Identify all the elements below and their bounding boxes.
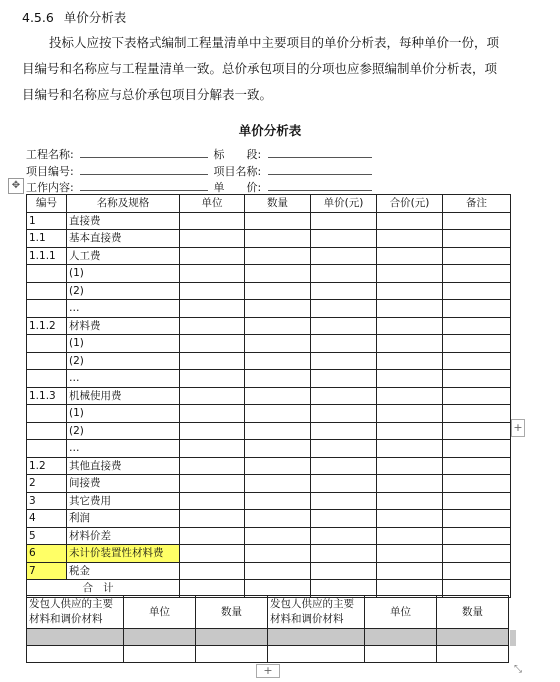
add-column-plus-icon[interactable]: + xyxy=(511,419,525,437)
table-cell[interactable] xyxy=(311,422,377,440)
row-name-cell[interactable]: (1) xyxy=(67,405,180,423)
table-cell[interactable] xyxy=(443,370,511,388)
table-cell[interactable] xyxy=(443,247,511,265)
table-cell[interactable] xyxy=(377,335,443,353)
table-cell[interactable] xyxy=(311,440,377,458)
table-cell[interactable] xyxy=(443,317,511,335)
row-code-cell[interactable]: 1.1.3 xyxy=(27,387,67,405)
table-cell[interactable] xyxy=(443,562,511,580)
row-name-cell[interactable]: (1) xyxy=(67,265,180,283)
table-cell[interactable] xyxy=(245,422,311,440)
work-content-blank[interactable] xyxy=(80,180,208,191)
table-cell[interactable] xyxy=(180,545,245,563)
table-cell[interactable] xyxy=(443,457,511,475)
row-code-cell[interactable] xyxy=(27,422,67,440)
table-cell[interactable] xyxy=(311,562,377,580)
table-cell[interactable] xyxy=(245,230,311,248)
row-name-cell[interactable]: (1) xyxy=(67,335,180,353)
table-cell[interactable] xyxy=(245,265,311,283)
table-cell[interactable] xyxy=(377,317,443,335)
table-cell[interactable] xyxy=(245,317,311,335)
table-row xyxy=(27,387,511,405)
table-cell[interactable] xyxy=(180,405,245,423)
table-cell[interactable] xyxy=(443,492,511,510)
table-cell[interactable] xyxy=(180,475,245,493)
table-cell[interactable] xyxy=(311,475,377,493)
unit-header: 单位 xyxy=(365,596,437,629)
table-cell[interactable] xyxy=(311,300,377,318)
table-cell[interactable] xyxy=(311,457,377,475)
unit-price-blank[interactable] xyxy=(268,180,372,191)
column-header: 编号 xyxy=(27,195,67,213)
row-name-cell[interactable]: (2) xyxy=(67,422,180,440)
table-row xyxy=(27,317,511,335)
row-name-cell[interactable]: 其它费用 xyxy=(67,492,180,510)
table-cell[interactable] xyxy=(180,265,245,283)
row-code-cell[interactable]: 1 xyxy=(27,212,67,230)
materials-shaded-row xyxy=(27,629,509,646)
owner-supplied-materials-header: 发包人供应的主要材料和调价材料 xyxy=(268,596,365,629)
table-row xyxy=(27,545,511,563)
table-resize-handle-icon[interactable]: ⤡ xyxy=(514,664,522,675)
row-name-cell[interactable]: 其他直接费 xyxy=(67,457,180,475)
table-cell[interactable] xyxy=(180,422,245,440)
table-cell[interactable] xyxy=(311,282,377,300)
row-name-cell[interactable]: 未计价装置性材料费 xyxy=(67,545,180,563)
row-code-cell[interactable]: 1.1.2 xyxy=(27,317,67,335)
info-row-project xyxy=(26,146,372,162)
row-code-cell[interactable]: 2 xyxy=(27,475,67,493)
table-cell[interactable] xyxy=(443,405,511,423)
table-row xyxy=(27,457,511,475)
table-cell[interactable] xyxy=(377,457,443,475)
table-cell[interactable] xyxy=(180,317,245,335)
table-cell[interactable] xyxy=(443,335,511,353)
table-cell[interactable] xyxy=(245,300,311,318)
table-cell[interactable] xyxy=(124,629,196,646)
unit-price-label: 单 价: xyxy=(213,181,262,194)
table-cell[interactable] xyxy=(443,282,511,300)
info-row-item xyxy=(26,163,372,179)
table-cell[interactable] xyxy=(245,440,311,458)
row-code-cell[interactable]: 1.1 xyxy=(27,230,67,248)
row-code-cell[interactable]: 7 xyxy=(27,562,67,580)
row-name-cell[interactable]: 材料费 xyxy=(67,317,180,335)
table-cell[interactable] xyxy=(245,370,311,388)
table-row xyxy=(27,370,511,388)
table-cell[interactable] xyxy=(377,545,443,563)
paragraph-line: 投标人应按下表格式编制工程量清单中主要项目的单价分析表，每种单价一份，项 xyxy=(49,35,500,50)
row-name-cell[interactable]: … xyxy=(67,370,180,388)
table-cell[interactable] xyxy=(180,370,245,388)
materials-empty-row xyxy=(27,646,509,663)
table-cell[interactable] xyxy=(180,387,245,405)
table-cell[interactable] xyxy=(245,212,311,230)
table-cell[interactable] xyxy=(437,646,509,663)
table-cell[interactable] xyxy=(180,440,245,458)
row-name-cell[interactable]: 利润 xyxy=(67,510,180,528)
info-row-work xyxy=(26,179,372,195)
table-row xyxy=(27,405,511,423)
table-cell[interactable] xyxy=(311,230,377,248)
table-cell[interactable] xyxy=(124,646,196,663)
table-cell[interactable] xyxy=(377,405,443,423)
table-row xyxy=(27,230,511,248)
table-cell[interactable] xyxy=(245,247,311,265)
table-cell[interactable] xyxy=(377,387,443,405)
table-cell[interactable] xyxy=(311,492,377,510)
table-cell[interactable] xyxy=(377,247,443,265)
table-cell[interactable] xyxy=(443,527,511,545)
table-cell[interactable] xyxy=(311,212,377,230)
row-name-cell[interactable]: 基本直接费 xyxy=(67,230,180,248)
table-cell[interactable] xyxy=(443,230,511,248)
table-row xyxy=(27,475,511,493)
table-cell[interactable] xyxy=(311,545,377,563)
materials-table xyxy=(26,595,509,663)
row-code-cell[interactable] xyxy=(27,282,67,300)
table-cell[interactable] xyxy=(443,387,511,405)
table-row xyxy=(27,510,511,528)
table-cell[interactable] xyxy=(180,247,245,265)
add-row-plus-icon[interactable]: + xyxy=(256,664,280,678)
table-cell[interactable] xyxy=(365,629,437,646)
row-code-cell[interactable] xyxy=(27,405,67,423)
table-title: 单价分析表 xyxy=(238,123,302,138)
table-cell[interactable] xyxy=(245,545,311,563)
table-cell[interactable] xyxy=(377,527,443,545)
table-row xyxy=(27,212,511,230)
section-heading xyxy=(22,8,126,26)
table-cell[interactable] xyxy=(311,335,377,353)
table-cell[interactable] xyxy=(245,510,311,528)
table-cell[interactable] xyxy=(245,405,311,423)
row-code-cell[interactable]: 1.2 xyxy=(27,457,67,475)
table-cell[interactable] xyxy=(311,527,377,545)
table-cell[interactable] xyxy=(437,629,509,646)
shaded-row-overflow xyxy=(510,630,516,646)
table-cell[interactable] xyxy=(377,475,443,493)
table-cell[interactable] xyxy=(245,492,311,510)
table-cell[interactable] xyxy=(443,545,511,563)
table-cell[interactable] xyxy=(268,629,365,646)
row-code-cell[interactable]: 4 xyxy=(27,510,67,528)
column-header: 合价(元) xyxy=(377,195,443,213)
table-cell[interactable] xyxy=(377,562,443,580)
table-cell[interactable] xyxy=(311,265,377,283)
table-cell[interactable] xyxy=(311,387,377,405)
row-name-cell[interactable]: … xyxy=(67,300,180,318)
table-row xyxy=(27,335,511,353)
section-title: 单价分析表 xyxy=(63,10,127,25)
table-cell[interactable] xyxy=(196,646,268,663)
table-cell[interactable] xyxy=(443,352,511,370)
table-cell[interactable] xyxy=(311,317,377,335)
owner-supplied-materials-header: 发包人供应的主要材料和调价材料 xyxy=(27,596,124,629)
table-cell[interactable] xyxy=(27,629,124,646)
item-code-label: 项目编号: xyxy=(26,165,74,178)
table-row xyxy=(27,282,511,300)
table-cell[interactable] xyxy=(377,352,443,370)
row-name-cell[interactable]: (2) xyxy=(67,352,180,370)
table-cell[interactable] xyxy=(311,247,377,265)
column-header: 备注 xyxy=(443,195,511,213)
row-code-cell[interactable]: 5 xyxy=(27,527,67,545)
table-row xyxy=(27,247,511,265)
table-cell[interactable] xyxy=(377,230,443,248)
table-cell[interactable] xyxy=(443,422,511,440)
table-cell[interactable] xyxy=(377,370,443,388)
table-cell[interactable] xyxy=(245,527,311,545)
table-cell[interactable] xyxy=(245,475,311,493)
table-row xyxy=(27,352,511,370)
table-cell[interactable] xyxy=(180,335,245,353)
column-header: 单位 xyxy=(180,195,245,213)
table-cell[interactable] xyxy=(245,282,311,300)
row-name-cell[interactable]: 直接费 xyxy=(67,212,180,230)
unit-header: 单位 xyxy=(124,596,196,629)
row-code-cell[interactable] xyxy=(27,335,67,353)
table-cell[interactable] xyxy=(443,212,511,230)
table-cell[interactable] xyxy=(443,475,511,493)
table-cell[interactable] xyxy=(377,492,443,510)
table-cell[interactable] xyxy=(311,370,377,388)
table-cell[interactable] xyxy=(245,387,311,405)
paragraph-line: 目编号和名称应与总价承包项目分解表一致。 xyxy=(22,87,273,102)
table-cell[interactable] xyxy=(377,422,443,440)
section-number: 4.5.6 xyxy=(22,10,54,25)
work-content-label: 工作内容: xyxy=(26,181,74,194)
row-name-cell[interactable]: 机械使用费 xyxy=(67,387,180,405)
table-row xyxy=(27,422,511,440)
table-cell[interactable] xyxy=(311,405,377,423)
table-cell[interactable] xyxy=(180,527,245,545)
table-cell[interactable] xyxy=(443,440,511,458)
row-code-cell[interactable]: 3 xyxy=(27,492,67,510)
table-cell[interactable] xyxy=(180,457,245,475)
table-row xyxy=(27,492,511,510)
table-cell[interactable] xyxy=(377,440,443,458)
unit-price-table xyxy=(26,194,511,598)
table-cell[interactable] xyxy=(245,457,311,475)
row-name-cell[interactable]: 税金 xyxy=(67,562,180,580)
total-label: 合计 xyxy=(27,580,180,598)
table-cell[interactable] xyxy=(180,492,245,510)
row-code-cell[interactable] xyxy=(27,440,67,458)
row-code-cell[interactable] xyxy=(27,352,67,370)
project-name-blank[interactable] xyxy=(80,147,208,158)
item-name-label: 项目名称: xyxy=(213,165,262,178)
table-cell[interactable] xyxy=(180,300,245,318)
section-label: 标 段: xyxy=(213,148,262,161)
table-cell[interactable] xyxy=(196,629,268,646)
table-cell[interactable] xyxy=(311,352,377,370)
table-cell[interactable] xyxy=(268,646,365,663)
column-header: 名称及规格 xyxy=(67,195,180,213)
table-cell[interactable] xyxy=(180,510,245,528)
column-header: 单价(元) xyxy=(311,195,377,213)
row-code-cell[interactable]: 6 xyxy=(27,545,67,563)
paragraph-line: 目编号和名称应与工程量清单一致。总价承包项目的分项也应参照编制单价分析表，项 xyxy=(22,61,498,76)
table-cell[interactable] xyxy=(180,212,245,230)
quantity-header: 数量 xyxy=(196,596,268,629)
table-cell[interactable] xyxy=(180,352,245,370)
table-cell[interactable] xyxy=(311,510,377,528)
table-row xyxy=(27,562,511,580)
table-row xyxy=(27,527,511,545)
row-name-cell[interactable]: 人工费 xyxy=(67,247,180,265)
table-cell[interactable] xyxy=(377,510,443,528)
table-header-row xyxy=(27,195,511,213)
materials-header-row xyxy=(27,596,509,629)
table-move-handle-icon[interactable]: ✥ xyxy=(8,178,24,194)
quantity-header: 数量 xyxy=(437,596,509,629)
table-cell[interactable] xyxy=(377,282,443,300)
table-cell[interactable] xyxy=(245,562,311,580)
row-code-cell[interactable] xyxy=(27,265,67,283)
project-name-label: 工程名称: xyxy=(26,148,74,161)
table-cell[interactable] xyxy=(377,265,443,283)
row-code-cell[interactable]: 1.1.1 xyxy=(27,247,67,265)
table-cell[interactable] xyxy=(365,646,437,663)
item-code-blank[interactable] xyxy=(80,164,208,175)
item-name-blank[interactable] xyxy=(268,164,372,175)
row-name-cell[interactable]: 材料价差 xyxy=(67,527,180,545)
column-header: 数量 xyxy=(245,195,311,213)
row-name-cell[interactable]: 间接费 xyxy=(67,475,180,493)
table-cell[interactable] xyxy=(377,212,443,230)
table-row xyxy=(27,440,511,458)
table-cell[interactable] xyxy=(180,282,245,300)
table-cell[interactable] xyxy=(27,646,124,663)
instruction-paragraph xyxy=(22,30,522,108)
table-cell[interactable] xyxy=(443,265,511,283)
table-cell[interactable] xyxy=(180,230,245,248)
row-name-cell[interactable]: (2) xyxy=(67,282,180,300)
table-cell[interactable] xyxy=(245,352,311,370)
table-row xyxy=(27,300,511,318)
table-cell[interactable] xyxy=(443,300,511,318)
row-name-cell[interactable]: … xyxy=(67,440,180,458)
table-cell[interactable] xyxy=(377,300,443,318)
table-row xyxy=(27,265,511,283)
table-cell[interactable] xyxy=(245,335,311,353)
section-blank[interactable] xyxy=(268,147,372,158)
row-code-cell[interactable] xyxy=(27,300,67,318)
table-cell[interactable] xyxy=(180,562,245,580)
table-cell[interactable] xyxy=(443,510,511,528)
row-code-cell[interactable] xyxy=(27,370,67,388)
